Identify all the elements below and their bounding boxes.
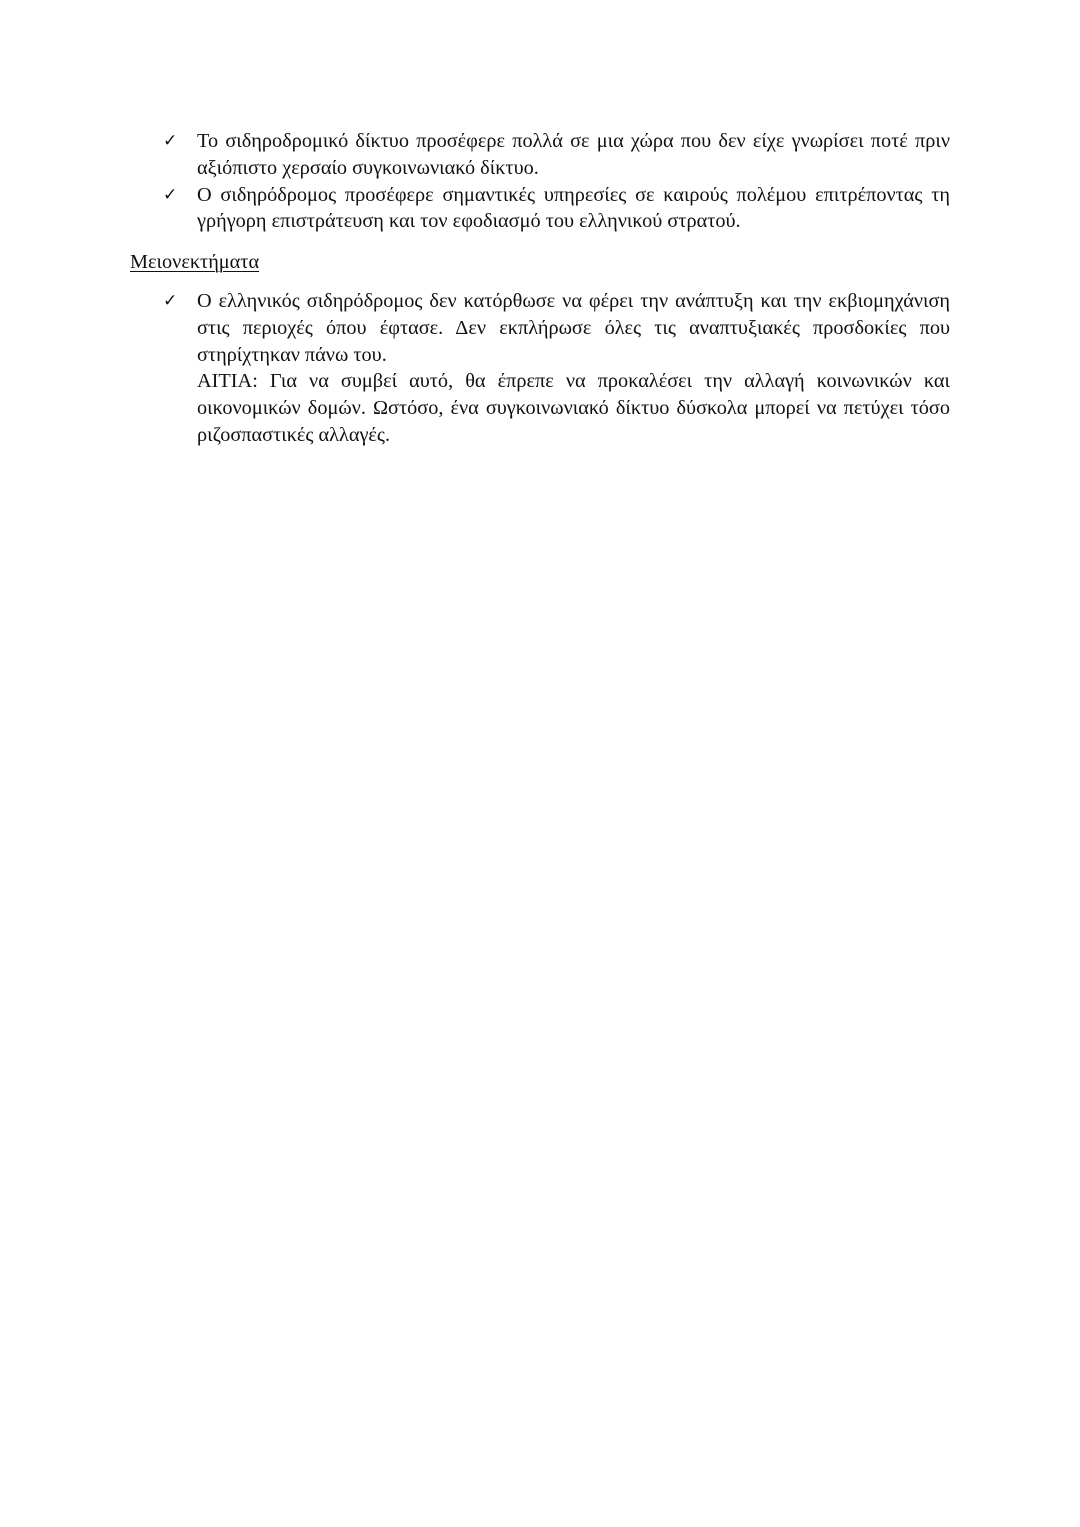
checkmark-icon: ✓: [163, 184, 178, 205]
list-item: [130, 182, 950, 236]
disadvantages-list: [130, 288, 950, 449]
list-item: [130, 128, 950, 182]
checkmark-icon: ✓: [163, 131, 178, 151]
checkmark-icon: ✓: [163, 290, 178, 311]
list-item-text: Ο ελληνικός σιδηρόδρομος δεν κατόρθωσε να φέρει την ανάπτυξη και την εκβιομηχάνιση στις περιοχές όπου έφτασε. Δεν εκπλήρωσε όλες τις αναπτυξιακές προσδοκίες που στηρίχτηκαν πάνω του.: [197, 289, 950, 366]
document-body: [130, 128, 950, 449]
section-heading-disadvantages: Μειονεκτήματα: [130, 251, 260, 274]
list-item-text: Ο σιδηρόδρομος προσέφερε σημαντικές υπηρεσίες σε καιρούς πολέμου επιτρέποντας τη γρήγορη επιστράτευση και τον εφοδιασμό του ελληνικού στρατού.: [197, 183, 950, 233]
cause-text: ΑΙΤΙΑ: Για να συμβεί αυτό, θα έπρεπε να προκαλέσει την αλλαγή κοινωνικών και οικονομικών δομών. Ωστόσο, ένα συγκοινωνιακό δίκτυο δύσκολα μπορεί να πετύχει τόσο ριζοσπαστικές αλλαγές.: [197, 370, 950, 446]
advantages-list: [130, 128, 950, 235]
list-item: [130, 288, 950, 449]
list-item-text: Το σιδηροδρομικό δίκτυο προσέφερε πολλά σε μια χώρα που δεν είχε γνωρίσει ποτέ πριν αξιόπιστο χερσαίο συγκοινωνιακό δίκτυο.: [197, 130, 950, 179]
